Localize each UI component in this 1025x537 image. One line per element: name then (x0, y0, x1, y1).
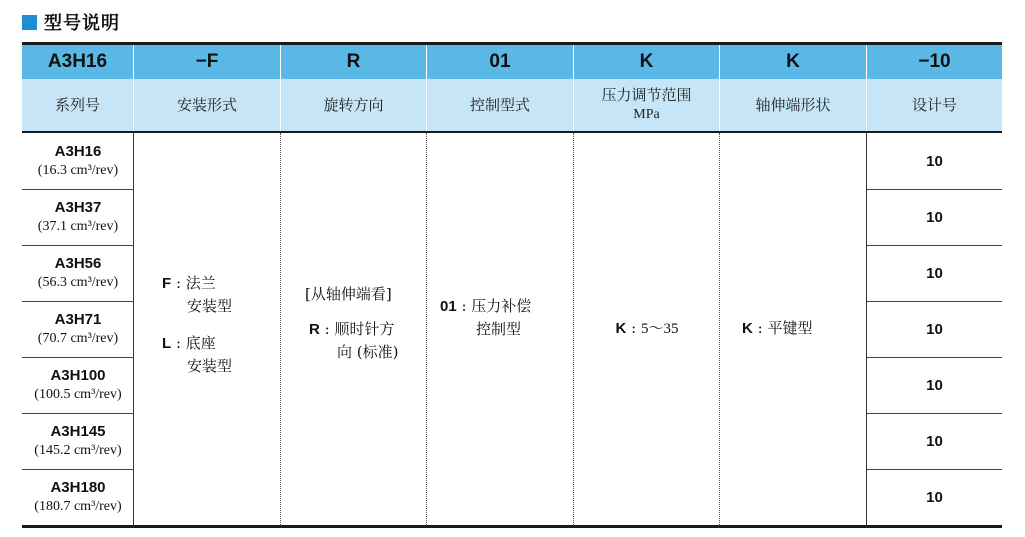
mount-option-base: L : 底座 (162, 334, 216, 352)
series-name: A3H37 (54, 199, 102, 216)
shaft-code: K (742, 320, 753, 337)
header-mount: 安装形式 (134, 79, 281, 131)
series-row (22, 301, 134, 357)
shaft-option: K : 平键型 (742, 319, 813, 337)
shaft-label: 平键型 (767, 319, 813, 337)
pressure-option: K : 5～35 (615, 319, 679, 337)
header-shaft: 轴伸端形状 (720, 79, 867, 131)
series-displacement: (56.3 cm³/rev) (37, 275, 119, 290)
series-displacement: (180.7 cm³/rev) (34, 499, 122, 514)
series-name: A3H71 (54, 311, 102, 328)
table-bottom-rule (22, 525, 1002, 528)
mount-f-line1: 法兰 (185, 274, 216, 292)
series-row (22, 413, 134, 469)
header-rotation: 旋转方向 (281, 79, 427, 131)
section-title (22, 9, 120, 35)
control-line1: 压力补偿 (471, 297, 532, 315)
code-rotation: R (281, 45, 427, 79)
series-row (22, 469, 134, 525)
rotation-option-r: R : 顺时针方 (309, 320, 395, 338)
series-name: A3H56 (54, 255, 102, 272)
series-name: A3H180 (50, 479, 106, 496)
series-name: A3H100 (50, 367, 106, 384)
design-number: 10 (926, 432, 943, 450)
mount-l-line1: 底座 (185, 334, 216, 352)
row-divider (22, 301, 134, 302)
series-row (22, 357, 134, 413)
series-name: A3H145 (50, 423, 106, 440)
series-row (22, 245, 134, 301)
series-displacement: (16.3 cm³/rev) (37, 163, 119, 178)
code-shaft: K (720, 45, 867, 79)
rotation-options (305, 283, 398, 364)
mount-f-code: F (162, 275, 172, 292)
mount-l-code: L (162, 335, 172, 352)
row-divider (22, 357, 134, 358)
header-pressure (574, 79, 720, 131)
control-option-01: 01 : 压力补偿 (440, 297, 532, 315)
row-divider (22, 469, 134, 470)
design-number: 10 (926, 208, 943, 226)
pressure-range: 5～35 (640, 321, 679, 337)
series-displacement: (70.7 cm³/rev) (37, 331, 119, 346)
header-pressure-label: 压力调节范围 (601, 86, 692, 104)
design-number: 10 (926, 152, 943, 170)
control-options (440, 295, 531, 341)
code-mount: −F (134, 45, 281, 79)
series-displacement: (100.5 cm³/rev) (34, 387, 122, 402)
rotation-note: [从轴伸端看] (305, 285, 392, 303)
code-row (22, 45, 1002, 79)
design-number: 10 (926, 488, 943, 506)
table-body (22, 133, 1002, 525)
series-name: A3H16 (54, 143, 102, 160)
design-number: 10 (926, 264, 943, 282)
code-control: 01 (427, 45, 574, 79)
mount-options (162, 272, 232, 378)
header-design: 设计号 (911, 96, 957, 114)
series-row (22, 189, 134, 245)
header-pressure-unit: MPa (633, 107, 660, 122)
row-divider (22, 413, 134, 414)
control-code: 01 (440, 298, 457, 315)
mount-option-flange: F : 法兰 (162, 274, 216, 292)
design-number: 10 (926, 320, 943, 338)
section-title-text: 型号说明 (44, 13, 120, 34)
rotation-r-line2: 向 (标准) (337, 343, 399, 361)
design-number: 10 (926, 376, 943, 394)
mount-l-line2: 安装型 (187, 357, 233, 375)
code-design: −10 (918, 51, 951, 72)
header-series: 系列号 (22, 79, 134, 131)
header-control: 控制型式 (427, 79, 574, 131)
pressure-code: K (615, 320, 627, 337)
rotation-r-code: R (309, 321, 320, 338)
code-series: A3H16 (22, 45, 134, 79)
series-displacement: (145.2 cm³/rev) (34, 443, 122, 458)
row-divider (22, 189, 134, 190)
rotation-r-line1: 顺时针方 (334, 320, 395, 338)
series-row (22, 133, 134, 189)
series-displacement: (37.1 cm³/rev) (37, 219, 119, 234)
square-bullet-icon (22, 15, 37, 30)
control-line2: 控制型 (476, 320, 522, 338)
mount-f-line2: 安装型 (187, 297, 233, 315)
code-pressure: K (574, 45, 720, 79)
header-row (22, 79, 1002, 131)
row-divider (22, 245, 134, 246)
